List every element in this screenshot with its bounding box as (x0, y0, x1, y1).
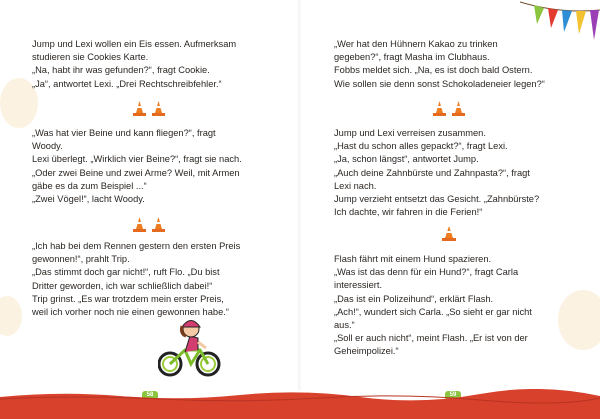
right-page (300, 0, 600, 419)
bottom-red-band (0, 389, 600, 419)
joke-line: „Ja, schon längst“, antwortet Jump. (334, 154, 479, 165)
joke-line: Geheimpolizei.“ (334, 346, 399, 357)
joke-line: weil ich vorher noch nie einen gewonnen habe.“ (32, 307, 229, 318)
joke-line: „Hast du schon alles gepackt?“, fragt Lexi. (334, 141, 508, 152)
joke-line: „Wer hat den Hühnern Kakao zu trinken (334, 39, 498, 49)
joke-line: Trip grinst. „Es war trotzdem mein erster Preis, (32, 293, 224, 304)
cyclist-illustration (158, 314, 222, 380)
traffic-cone-icon (432, 98, 466, 118)
joke-line: „Ich hab bei dem Rennen gestern den ersten Preis (32, 241, 241, 251)
joke-line: gewonnen!“, prahlt Trip. (32, 254, 130, 265)
joke-line: Fobbs meldet sich. „Na, es ist doch bald Ostern. (334, 65, 533, 76)
joke-block (32, 240, 240, 319)
joke-line: gegeben?“, fragt Masha im Clubhaus. (334, 52, 490, 63)
page-number: 58 (142, 391, 158, 400)
joke-line: Jump verzieht entsetzt das Gesicht. „Zahnbürste? (334, 194, 540, 205)
joke-line: Woody. (32, 141, 63, 152)
joke-line: Ich dachte, wir fahren in die Ferien!“ (334, 207, 483, 218)
joke-line: Wie sollen sie denn sonst Schokoladeneier legen?“ (334, 78, 545, 89)
paint-splash (558, 290, 600, 350)
joke-block (334, 127, 539, 219)
joke-line: studieren sie Cookies Karte. (32, 52, 149, 63)
joke-line: Flash fährt mit einem Hund spazieren. (334, 254, 492, 264)
traffic-cone-icon (440, 223, 458, 243)
joke-line: „Na, habt ihr was gefunden?“, fragt Cookie. (32, 65, 210, 76)
joke-line: „Ach!“, wundert sich Carla. „So sieht er gar nicht (334, 306, 532, 317)
joke-line: gäbe es da zum Beispiel ...“ (32, 180, 147, 191)
bunting-flags (520, 0, 600, 50)
joke-block (334, 38, 545, 91)
joke-line: „Was hat vier Beine und kann fliegen?“, fragt (32, 128, 216, 138)
joke-line: „Zwei Vögel!“, lacht Woody. (32, 194, 145, 205)
joke-line: „Ja“, antwortet Lexi. „Drei Rechtschreibfehler.“ (32, 78, 222, 89)
joke-line: „Auch deine Zahnbürste und Zahnpasta?“, fragt (334, 167, 530, 178)
joke-block (32, 127, 242, 206)
page-number: 59 (445, 391, 461, 400)
joke-line: Lexi überlegt. „Wirklich vier Beine?“, fragt sie nach. (32, 154, 242, 165)
traffic-cone-icon (132, 98, 166, 118)
joke-line: Dritter geworden, ich war schließlich dabei!“ (32, 280, 213, 291)
joke-line: Jump und Lexi verreisen zusammen. (334, 128, 486, 138)
joke-block (334, 253, 532, 359)
joke-line: Jump und Lexi wollen ein Eis essen. Aufmerksam (32, 39, 237, 49)
traffic-cone-icon (132, 214, 166, 234)
joke-block (32, 38, 236, 91)
joke-line: Lexi nach. (334, 180, 377, 191)
joke-line: „Oder zwei Beine und zwei Arme? Weil, mit Armen (32, 167, 240, 178)
joke-line: „Das ist ein Polizeihund“, erklärt Flash. (334, 293, 494, 304)
joke-line: „Soll er auch nicht“, meint Flash. „Er ist von der (334, 333, 528, 344)
paint-splash (0, 296, 22, 336)
joke-line: „Das stimmt doch gar nicht!“, ruft Flo. „Du bist (32, 267, 220, 278)
joke-line: aus.“ (334, 320, 355, 331)
joke-line: „Was ist das denn für ein Hund?“, fragt Carla (334, 267, 519, 278)
joke-line: interessiert. (334, 280, 383, 291)
